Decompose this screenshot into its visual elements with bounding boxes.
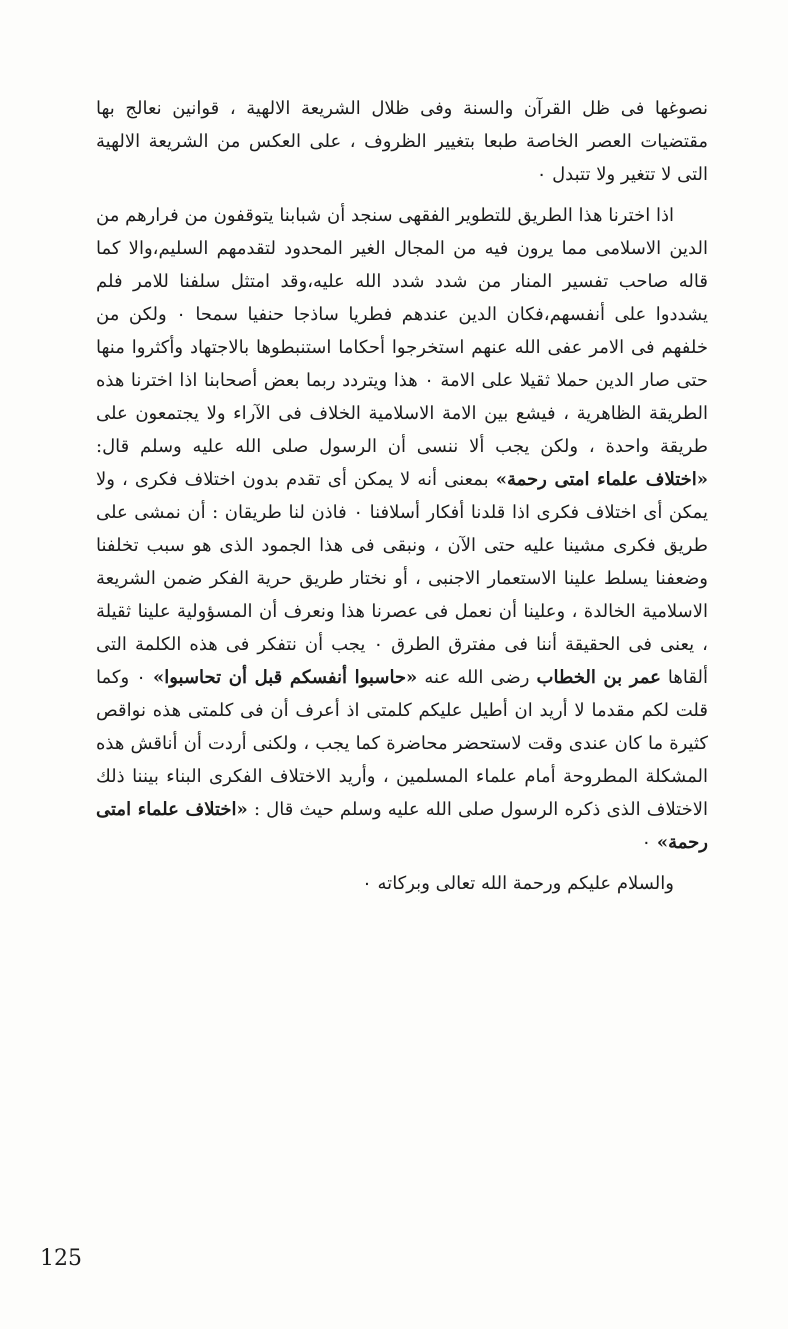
text-run: نصوغها فى ظل القرآن والسنة وفى ظلال الشريعة الالهية ، قوانين نعالج بها مقتضيات العصر الخاصة طبعا بتغيير الظروف ، على العكس من الشريعة الالهية التى لا تتغير ولا تتبدل ٠ xyxy=(96,98,708,185)
text-run: والسلام عليكم ورحمة الله تعالى وبركاته ٠ xyxy=(362,873,674,894)
paragraph xyxy=(96,199,708,859)
bold-quote: «اختلاف علماء امتى رحمة» xyxy=(495,469,708,490)
text-run: ٠ xyxy=(641,832,657,853)
page-body xyxy=(96,92,708,900)
text-run: ٠ وكما قلت لكم مقدما لا أريد ان أطيل عليكم كلمتى اذ أعرف أن فى كلمتى هذه نواقص كثيرة ما كان عندى وقت لاستحضر محاضرة كما يجب ، ولكنى أردت أن أناقش هذه المشكلة المطروحة أمام علماء المسلمين ، وأريد الاختلاف الفكرى البناء بيننا ذلك الاختلاف الذى ذكره الرسول صلى الله عليه وسلم حيث قال : xyxy=(96,667,709,820)
text-run: بمعنى أنه لا يمكن أى تقدم بدون اختلاف فكرى ، ولا يمكن أى اختلاف فكرى اذا قلدنا أفكار أسلافنا ٠ فاذن لنا طريقان : أن نمشى على طريق فكرى مشينا عليه حتى الآن ، ونبقى فى هذا الجمود الذى هو سبب تخلفنا وضعفنا يسلط علينا الاستعمار الاجنبى ، أو نختار طريق حرية الفكر ضمن الشريعة الاسلامية الخالدة ، وعلينا أن نعمل فى عصرنا هذا ونعرف أن المسؤولية علينا ثقيلة ، يعنى فى الحقيقة أننا فى مفترق الطرق ٠ يجب أن نتفكر فى هذه الكلمة التى ألقاها xyxy=(96,469,708,688)
paragraph xyxy=(96,867,708,900)
bold-quote: «اختلاف علماء امتى رحمة» xyxy=(96,799,708,853)
page-number: 125 xyxy=(40,1246,82,1271)
bold-quote: «حاسبوا أنفسكم قبل أن تحاسبوا» xyxy=(152,667,418,688)
text-run: اذا اخترنا هذا الطريق للتطوير الفقهى سنجد أن شبابنا يتوقفون من فرارهم من الدين الاسلامى مما يرون فيه من المجال الغير المحدود لتقدمهم السليم،والا كما قاله صاحب تفسير المنار من شدد شدد الله عليه،وقد امتثل سلفنا للامر فلم يشددوا على أنفسهم،فكان الدين عندهم فطريا ساذجا حنفيا سمحا ٠ ولكن من خلفهم فى الامر عفى الله عنهم استخرجوا أحكاما استنبطوها بالاجتهاد وأكثروا منها حتى صار الدين حملا ثقيلا على الامة ٠ هذا ويتردد ربما بعض أصحابنا اذا اخترنا هذه الطريقة الظاهرية ، فيشع بين الامة الاسلامية الخلاف فى الآراء ولا يجتمعون على طريقة واحدة ، ولكن يجب ألا ننسى أن الرسول صلى الله عليه وسلم قال: xyxy=(96,205,709,457)
bold-quote: عمر بن الخطاب xyxy=(536,667,661,688)
paragraph xyxy=(96,92,708,191)
text-run: رضى الله عنه xyxy=(417,667,537,688)
